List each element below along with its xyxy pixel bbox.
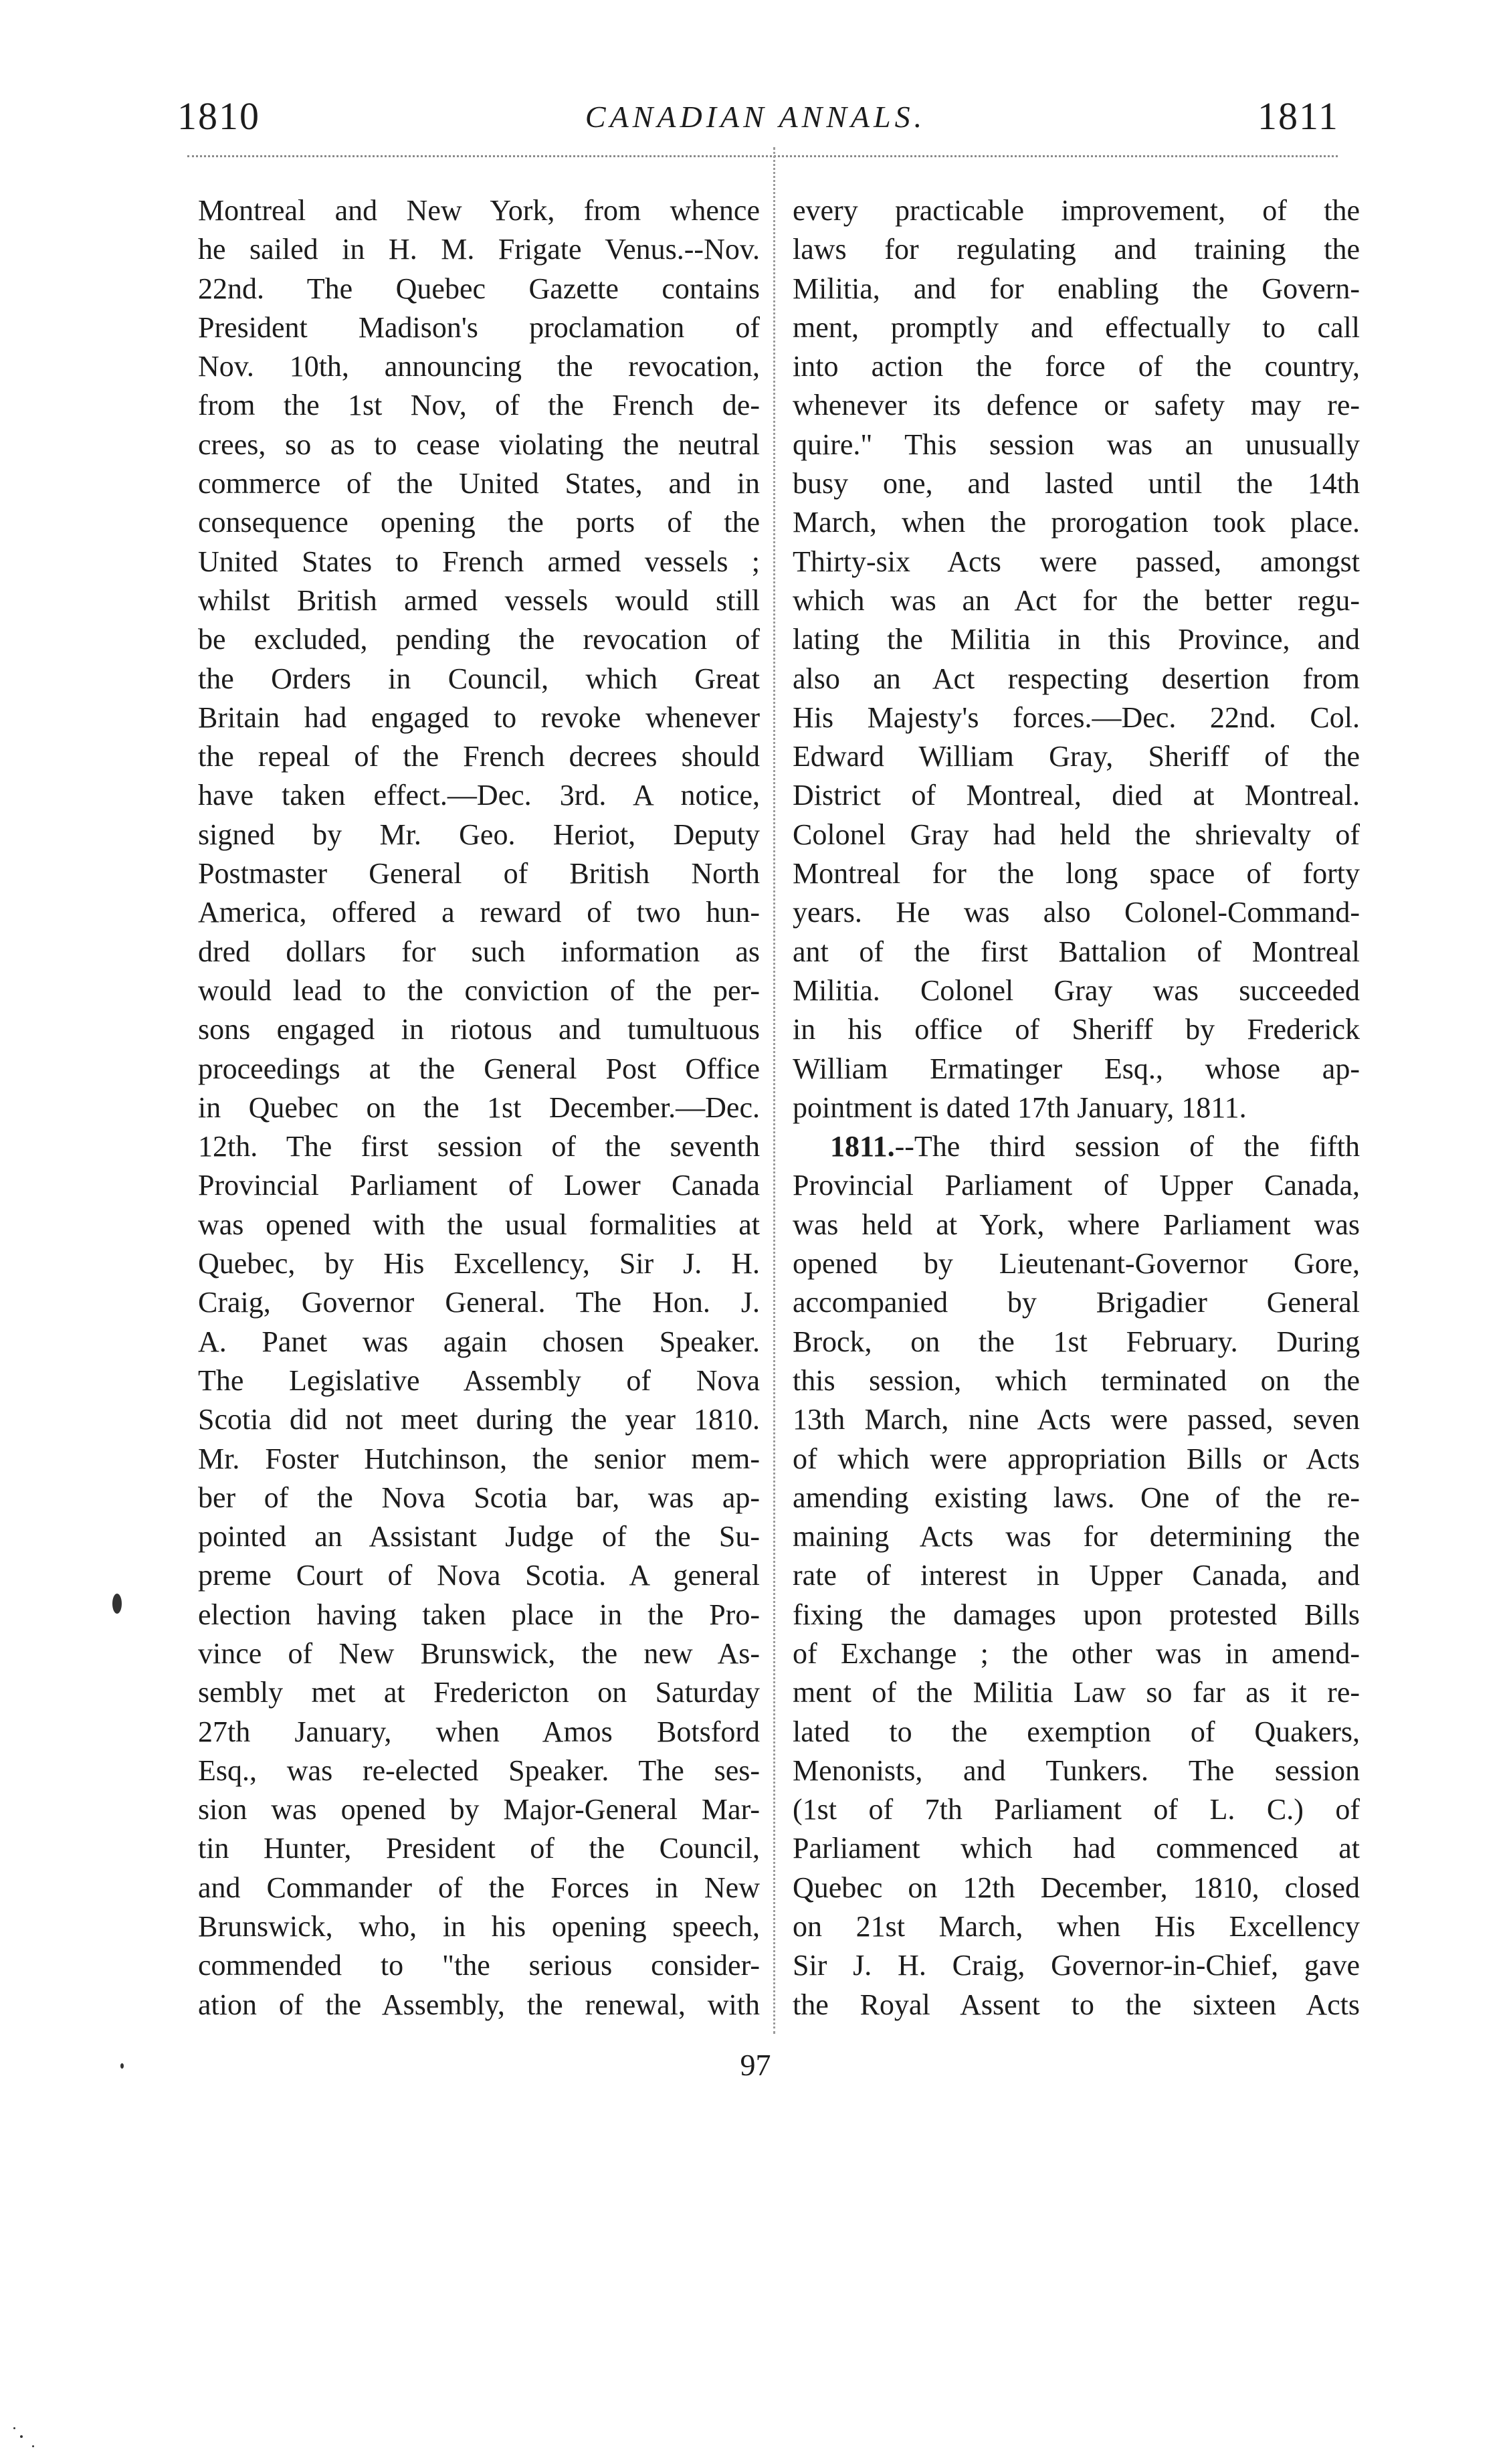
section-1811-body	[793, 1166, 1360, 2024]
section-1811-first-line	[793, 1127, 1360, 1166]
text-line: Parliament which had commenced at	[793, 1832, 1360, 1865]
text-line: March, when the prorogation took place.	[793, 506, 1360, 539]
column-divider	[773, 147, 775, 2034]
text-line: on 21st March, when His Excellency	[793, 1910, 1360, 1944]
text-line: crees, so as to cease violating the neutral	[198, 428, 760, 461]
text-line: maining Acts was for determining the	[793, 1520, 1360, 1553]
ink-speck	[120, 2063, 124, 2069]
text-line: President Madison's proclamation of	[198, 310, 760, 344]
text-line: was opened with the usual formalities at	[198, 1208, 760, 1241]
text-line: United States to French armed vessels ;	[198, 545, 760, 578]
text-line: Britain had engaged to revoke whenever	[198, 700, 760, 734]
text-line: Brock, on the 1st February. During	[793, 1325, 1360, 1358]
text-line: of which were appropriation Bills or Acts	[793, 1442, 1360, 1475]
header-right-year: 1811	[1257, 94, 1339, 138]
text-line: Mr. Foster Hutchinson, the senior mem-	[198, 1442, 760, 1475]
ink-speck	[20, 2435, 23, 2438]
text-line: Esq., was re-elected Speaker. The ses-	[198, 1754, 760, 1787]
text-line: William Ermatinger Esq., whose ap-	[793, 1052, 1360, 1085]
text-line: 13th March, nine Acts were passed, seven	[793, 1403, 1360, 1436]
text-line: opened by Lieutenant-Governor Gore,	[793, 1247, 1360, 1281]
text-line: ment of the Militia Law so far as it re-	[793, 1676, 1360, 1709]
text-line: busy one, and lasted until the 14th	[793, 467, 1360, 500]
text-line: lated to the exemption of Quakers,	[793, 1715, 1360, 1748]
text-line: Quebec on 12th December, 1810, closed	[793, 1871, 1360, 1904]
text-line: America, offered a reward of two hun-	[198, 896, 760, 929]
text-line: A. Panet was again chosen Speaker.	[198, 1325, 760, 1358]
text-line: in Quebec on the 1st December.—Dec.	[198, 1091, 760, 1124]
text-line: 22nd. The Quebec Gazette contains	[198, 272, 760, 305]
text-line: Militia, and for enabling the Govern-	[793, 272, 1360, 305]
text-line: this session, which terminated on the	[793, 1363, 1360, 1397]
text-line: Sir J. H. Craig, Governor-in-Chief, gave	[793, 1949, 1360, 1982]
text-line: Provincial Parliament of Lower Canada	[198, 1169, 760, 1202]
text-line: from the 1st Nov, of the French de-	[198, 389, 760, 422]
text-line: Scotia did not meet during the year 1810.	[198, 1403, 760, 1436]
text-line: every practicable improvement, of the	[793, 194, 1360, 227]
text-line: The Legislative Assembly of Nova	[198, 1363, 760, 1397]
text-line: vince of New Brunswick, the new As-	[198, 1636, 760, 1670]
text-line: he sailed in H. M. Frigate Venus.--Nov.	[198, 233, 760, 266]
text-line: Nov. 10th, announcing the revocation,	[198, 350, 760, 383]
text-line: sion was opened by Major-General Mar-	[198, 1793, 760, 1826]
text-line: Montreal and New York, from whence	[198, 194, 760, 227]
text-line: the Royal Assent to the sixteen Acts	[793, 1988, 1360, 2021]
text-line: lating the Militia in this Province, and	[793, 623, 1360, 656]
right-column-intro	[793, 191, 1360, 1127]
text-line: would lead to the conviction of the per-	[198, 973, 760, 1007]
text-line: was held at York, where Parliament was	[793, 1208, 1360, 1241]
text-line: Colonel Gray had held the shrievalty of	[793, 818, 1360, 851]
text-line: fixing the damages upon protested Bills	[793, 1598, 1360, 1631]
text-line: consequence opening the ports of the	[198, 506, 760, 539]
text-line: the Orders in Council, which Great	[198, 662, 760, 695]
text-line: rate of interest in Upper Canada, and	[793, 1559, 1360, 1592]
text-line: commended to "the serious consider-	[198, 1949, 760, 1982]
text-line: (1st of 7th Parliament of L. C.) of	[793, 1793, 1360, 1826]
text-line: accompanied by Brigadier General	[793, 1286, 1360, 1319]
text-line: Provincial Parliament of Upper Canada,	[793, 1169, 1360, 1202]
ink-speck	[13, 2427, 15, 2429]
running-header	[0, 94, 1511, 147]
text-line: pointment is dated 17th January, 1811.	[793, 1091, 1247, 1124]
text-line: Thirty-six Acts were passed, amongst	[793, 545, 1360, 578]
header-rule	[187, 155, 1338, 157]
ink-speck	[112, 1594, 122, 1614]
text-line: whenever its defence or safety may re-	[793, 389, 1360, 422]
text-line: Edward William Gray, Sheriff of the	[793, 740, 1360, 773]
text-line: election having taken place in the Pro-	[198, 1598, 760, 1631]
text-line: preme Court of Nova Scotia. A general	[198, 1559, 760, 1592]
text-line: His Majesty's forces.—Dec. 22nd. Col.	[793, 700, 1360, 734]
header-title: CANADIAN ANNALS.	[585, 100, 926, 134]
section-1811-year: 1811.	[830, 1130, 895, 1163]
text-line: laws for regulating and training the	[793, 233, 1360, 266]
text-line: Montreal for the long space of forty	[793, 857, 1360, 890]
text-line: Quebec, by His Excellency, Sir J. H.	[198, 1247, 760, 1281]
text-line: Postmaster General of British North	[198, 857, 760, 890]
text-line: the repeal of the French decrees should	[198, 740, 760, 773]
text-line: also an Act respecting desertion from	[793, 662, 1360, 695]
text-line: ant of the first Battalion of Montreal	[793, 935, 1360, 968]
text-line: which was an Act for the better regu-	[793, 583, 1360, 617]
header-left-year: 1810	[177, 94, 260, 138]
text-line: Menonists, and Tunkers. The session	[793, 1754, 1360, 1787]
text-line: and Commander of the Forces in New	[198, 1871, 760, 1904]
text-line: sons engaged in riotous and tumultuous	[198, 1013, 760, 1046]
text-line: proceedings at the General Post Office	[198, 1052, 760, 1085]
section-1811-first-line-text: --The third session of the fifth	[894, 1130, 1360, 1163]
right-column	[793, 191, 1360, 2024]
text-line: be excluded, pending the revocation of	[198, 623, 760, 656]
text-line: dred dollars for such information as	[198, 935, 760, 968]
ink-speck	[32, 2445, 34, 2447]
text-line: District of Montreal, died at Montreal.	[793, 779, 1360, 812]
text-line: of Exchange ; the other was in amend-	[793, 1636, 1360, 1670]
left-column	[198, 191, 760, 2024]
text-line: sembly met at Fredericton on Saturday	[198, 1676, 760, 1709]
text-line: commerce of the United States, and in	[198, 467, 760, 500]
text-line: ment, promptly and effectually to call	[793, 310, 1360, 344]
text-line: years. He was also Colonel-Command-	[793, 896, 1360, 929]
text-line: 12th. The first session of the seventh	[198, 1130, 760, 1163]
text-line: into action the force of the country,	[793, 350, 1360, 383]
text-line: quire." This session was an unusually	[793, 428, 1360, 461]
text-line: Militia. Colonel Gray was succeeded	[793, 973, 1360, 1007]
text-line: 27th January, when Amos Botsford	[198, 1715, 760, 1748]
text-line: Craig, Governor General. The Hon. J.	[198, 1286, 760, 1319]
text-line: ber of the Nova Scotia bar, was ap-	[198, 1481, 760, 1514]
text-line: ation of the Assembly, the renewal, with	[198, 1988, 760, 2021]
page-number: 97	[740, 2048, 771, 2082]
text-line: have taken effect.—Dec. 3rd. A notice,	[198, 779, 760, 812]
text-line: amending existing laws. One of the re-	[793, 1481, 1360, 1514]
text-line: whilst British armed vessels would still	[198, 583, 760, 617]
text-line: in his office of Sheriff by Frederick	[793, 1013, 1360, 1046]
text-line: Brunswick, who, in his opening speech,	[198, 1910, 760, 1944]
text-line: pointed an Assistant Judge of the Su-	[198, 1520, 760, 1553]
text-line: signed by Mr. Geo. Heriot, Deputy	[198, 818, 760, 851]
text-line: tin Hunter, President of the Council,	[198, 1832, 760, 1865]
